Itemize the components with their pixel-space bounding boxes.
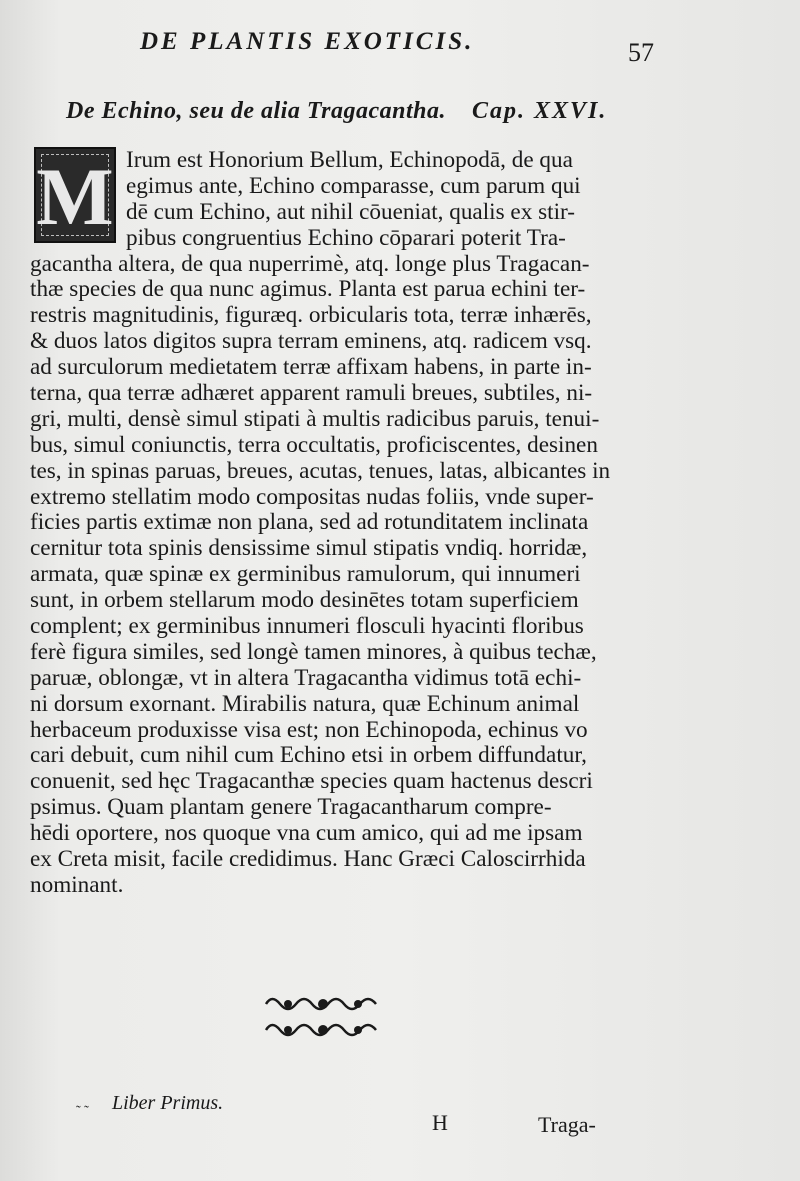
signature-mark: H	[432, 1110, 448, 1135]
running-head: DE PLANTIS EXOTICIS.	[140, 28, 475, 55]
text-line: gri, multi, densè simul stipati à multis radicibus paruis, tenui-	[30, 405, 600, 432]
text-line: & duos latos digitos supra terram eminens, atq. radicem vsq.	[30, 328, 592, 355]
chapter-body-text	[30, 148, 660, 899]
text-line: dē cum Echino, aut nihil cōueniat, qualis ex stir-	[126, 198, 575, 225]
initial-letter: M	[36, 151, 114, 242]
text-line: pibus congruentius Echino cōparari poterit Tra-	[126, 224, 566, 251]
text-line: complent; ex germinibus innumeri flosculi hyacinti floribus	[30, 613, 584, 640]
page-number: 57	[628, 38, 654, 67]
chapter-title	[66, 98, 646, 125]
text-line: ficies partis extimæ non plana, sed ad rotunditatem inclinata	[30, 509, 589, 536]
chapter-number: Cap. XXVI.	[471, 98, 608, 124]
footer-mark: ˜ ˜	[76, 1104, 89, 1119]
text-line: conuenit, sed hęc Tragacanthæ species quam hactenus descri	[30, 768, 593, 795]
text-line: cernitur tota spinis densissime simul stipatis vndiq. horridæ,	[30, 535, 588, 562]
text-line: sunt, in orbem stellarum modo desinētes totam superficiem	[30, 587, 579, 614]
chapter-title-text: De Echino, seu de alia Tragacantha.	[66, 98, 446, 124]
text-line: armata, quæ spinæ ex germinibus ramulorum, qui innumeri	[30, 561, 581, 588]
book-label: Liber Primus.	[112, 1092, 224, 1114]
text-line: egimus ante, Echino comparasse, cum parum qui	[126, 172, 581, 199]
catchword: Traga-	[538, 1112, 596, 1137]
text-line: thæ species de qua nunc agimus. Planta est parua echini ter-	[30, 276, 586, 303]
text-line: nominant.	[30, 871, 124, 898]
text-line: terna, qua terræ adhæret apparent ramuli breues, subtiles, ni-	[30, 380, 593, 407]
text-line: Irum est Honorium Bellum, Echinopodā, de qua	[126, 147, 573, 173]
text-line: herbaceum produxisse visa est; non Echinopoda, echinus vo	[30, 716, 588, 743]
text-line: cari debuit, cum nihil cum Echino etsi in orbem diffundatur,	[30, 742, 587, 769]
text-line: ferè figura similes, sed longè tamen minores, à quibus techæ,	[30, 638, 597, 665]
text-line: restris magnitudinis, figuræq. orbicularis tota, terræ inhærēs,	[30, 302, 592, 329]
text-line: ex Creta misit, facile credidimus. Hanc Græci Caloscirrhida	[30, 846, 586, 873]
printers-ornament	[258, 990, 388, 1042]
text-line: paruæ, oblongæ, vt in altera Tragacantha vidimus totā echi-	[30, 664, 582, 691]
text-line: gacantha altera, de qua nuperrimè, atq. longe plus Tragacan-	[30, 250, 590, 277]
text-line: bus, simul coniunctis, terra occultatis, proficiscentes, desinen	[30, 431, 598, 458]
text-line: tes, in spinas paruas, breues, acutas, tenues, latas, albicantes in	[30, 457, 611, 484]
text-line: hēdi oportere, nos quoque vna cum amico, qui ad me ipsam	[30, 820, 583, 847]
text-line: extremo stellatim modo compositas nudas foliis, vnde super-	[30, 483, 594, 510]
text-line: ni dorsum exornant. Mirabilis natura, quæ Echinum animal	[30, 690, 580, 717]
text-line: ad surculorum medietatem terræ affixam habens, in parte in-	[30, 354, 592, 381]
text-line: psimus. Quam plantam genere Tragacantharum compre-	[30, 794, 552, 821]
